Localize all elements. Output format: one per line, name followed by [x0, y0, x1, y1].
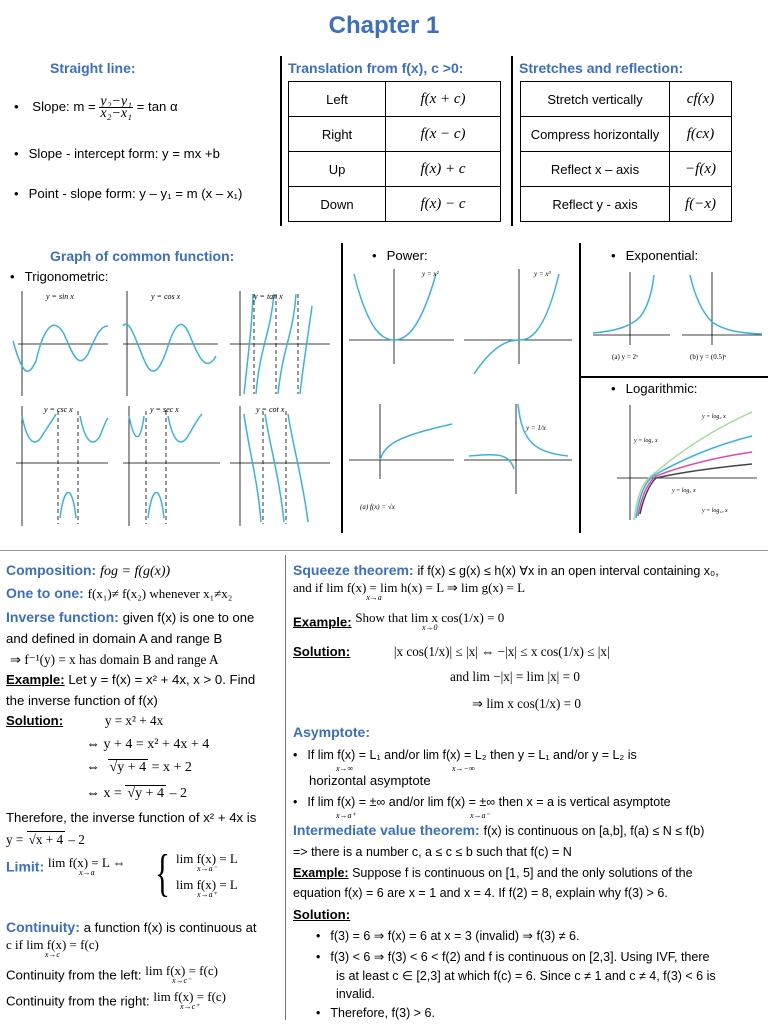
stretches-heading: Stretches and reflection:: [519, 60, 684, 76]
limit-text: c if lim f(x) = f(c): [6, 937, 99, 952]
radicand-text: y + 4: [135, 786, 164, 801]
limit-expression: [153, 989, 227, 1012]
ivt-text: f(x) is continuous on [a,b], f(a) ≤ N ≤ f(b): [483, 824, 705, 838]
limit-subscript: x→a⁺: [336, 811, 356, 820]
table-cell: f(x + c): [386, 82, 501, 117]
solution-step: [86, 786, 187, 802]
limit-subscript: x→c⁺: [180, 1002, 200, 1011]
continuity-definition: [6, 937, 99, 960]
limit-subscript: x→a: [79, 868, 95, 877]
table-cell: Left: [289, 82, 386, 117]
one-to-one-line: [6, 585, 232, 602]
continuity-line: [6, 919, 256, 935]
continuity-label: Continuity from the right:: [6, 993, 150, 1009]
limit-subscript: x→a⁻: [470, 811, 490, 820]
continuity-heading: Continuity:: [6, 919, 80, 935]
ivt-line: [293, 822, 704, 838]
stretches-table: [520, 81, 732, 222]
limit-subscript: x→c⁻: [171, 976, 192, 985]
limit-text: lim f(x) = f(c): [145, 963, 218, 978]
divider: [511, 56, 513, 226]
inverse-example: [6, 672, 255, 687]
trig-caption: y = sec x: [150, 405, 179, 414]
limit-subscript: x→a⁻: [197, 864, 217, 873]
section-divider: [0, 550, 768, 551]
divider: [579, 243, 581, 533]
slope-formula: [14, 96, 178, 119]
exponential-graphs: [590, 267, 765, 367]
solution-step: [86, 760, 192, 776]
inverse-line: [6, 609, 254, 625]
table-cell: Reflect y - axis: [521, 187, 670, 222]
trig-caption: y = cos x: [151, 292, 181, 301]
asymptote-heading: Asymptote:: [293, 724, 371, 740]
divider: [580, 376, 768, 378]
table-row: [289, 187, 501, 222]
squeeze-heading: Squeeze theorem:: [293, 562, 414, 578]
table-cell: f(x − c): [386, 117, 501, 152]
ivt-bullet: • f(3) = 6 ⇒ f(x) = 6 at x = 3 (invalid) ⇒ f(3) ≠ 6.: [316, 928, 579, 943]
radicand-text: y + 4: [117, 760, 147, 775]
exponential-label: • Exponential:: [611, 248, 698, 263]
power-graphs: [344, 264, 578, 514]
squeeze-example: [293, 610, 505, 633]
example-text: Let y = f(x) = x² + 4x, x > 0. Find: [68, 672, 256, 687]
divider: [280, 56, 282, 226]
limit-expression: [293, 580, 526, 603]
ivt-example: [293, 866, 693, 880]
example-text: Suppose f is continuous on [1, 5] and the only solutions of the: [352, 866, 693, 880]
right-limit: [176, 877, 238, 900]
limit-subscript: x→a⁺: [197, 890, 217, 899]
continuity-text: a function f(x) is continuous at: [83, 920, 257, 935]
table-cell: f(x) − c: [386, 187, 501, 222]
limit-subscript: x→∞: [336, 764, 354, 773]
radicand-text: x + 4: [35, 832, 64, 847]
divider: [341, 243, 343, 533]
limit-subscript: x→c: [44, 950, 60, 959]
limit-subscript: x→−∞: [452, 764, 475, 773]
limit-text: lim f(x) = f(c): [153, 989, 227, 1004]
slope-numerator: y₂−y₁: [100, 94, 132, 109]
table-cell: f(cx): [670, 117, 732, 152]
point-slope-form: • Point - slope form: y – y₁ = m (x – x₁): [14, 186, 242, 201]
ivt-bullet-cont: invalid.: [336, 987, 375, 1001]
solution-symbol: ⇔ x =: [86, 786, 122, 801]
example-label: Example:: [293, 866, 349, 880]
logarithmic-graphs: [612, 400, 762, 525]
left-limit: [176, 851, 238, 874]
table-row: [521, 117, 732, 152]
limit-subscript: x→a: [366, 593, 382, 602]
solution-step: ⇒ lim x cos(1/x) = 0: [472, 696, 581, 711]
limit-expression: [355, 610, 505, 633]
table-cell: f(−x): [670, 187, 732, 222]
solution-symbol: ⇔: [86, 760, 100, 775]
inverse-text-2: and defined in domain A and range B: [6, 631, 223, 646]
table-cell: Right: [289, 117, 386, 152]
log-caption: y = log₁₀ x: [702, 508, 728, 514]
limit-expression: [145, 963, 218, 986]
solution-step: and lim −|x| = lim |x| = 0: [450, 669, 580, 684]
table-row: [521, 82, 732, 117]
table-row: [289, 117, 501, 152]
inverse-text: given f(x) is one to one: [122, 610, 255, 625]
table-cell: Down: [289, 187, 386, 222]
log-caption: y = log₅ x: [672, 488, 696, 494]
solution-step: |x cos(1/x)| ≤ |x| ⇔ −|x| ≤ x cos(1/x) ≤ |x|: [393, 644, 610, 659]
inverse-heading: Inverse function:: [6, 609, 119, 625]
brace: {: [154, 845, 170, 902]
therefore-text: Therefore, the inverse function of x² + 4x is: [6, 810, 257, 825]
solution-rhs: – 2: [169, 786, 187, 801]
power-label: • Power:: [372, 248, 428, 263]
formula-rhs: – 2: [68, 832, 85, 847]
table-cell: Reflect x – axis: [521, 152, 670, 187]
composition-line: [6, 562, 170, 580]
sqrt-radicand: √x + 4: [28, 832, 64, 847]
limit-expression: [176, 877, 238, 900]
table-row: [289, 152, 501, 187]
ivt-bullet-cont: is at least c ∈ [2,3] at which f(c) = 6. Since c ≠ 1 and c ≠ 4, f(3) < 6 is: [336, 969, 716, 983]
limit-text: lim f(x) = L: [176, 851, 238, 866]
sqrt-radicand: √y + 4: [127, 786, 164, 801]
limit-line: [6, 855, 126, 878]
squeeze-text: if f(x) ≤ g(x) ≤ h(x) ∀x in an open interval containing x₀,: [417, 564, 719, 578]
solution-rhs: = x + 2: [151, 760, 192, 775]
slope-fraction: [99, 96, 133, 119]
power-caption: y = x³: [534, 270, 551, 278]
power-caption: y = 1/x: [526, 424, 546, 432]
composition-formula: fog = f(g(x)): [100, 564, 171, 579]
table-cell: f(x) + c: [386, 152, 501, 187]
slope-tail: = tan α: [136, 98, 178, 114]
example-label: Example:: [293, 614, 352, 630]
ivt-bullet: • Therefore, f(3) > 6.: [316, 1006, 435, 1020]
limit-expression: [176, 851, 238, 874]
asymptote-horizontal-2: horizontal asymptote: [309, 773, 431, 788]
limit-text: lim f(x) = L: [176, 877, 238, 892]
continuity-right: [6, 989, 227, 1012]
logarithmic-label: • Logarithmic:: [611, 381, 697, 396]
translation-table: [288, 81, 501, 222]
solution-step: y = x² + 4x: [104, 713, 164, 728]
limit-heading: Limit:: [6, 858, 45, 875]
divider: [285, 555, 286, 1020]
table-cell: cf(x): [670, 82, 732, 117]
trig-caption: y = sin x: [46, 292, 74, 301]
table-cell: Stretch vertically: [521, 82, 670, 117]
solution-label: Solution:: [6, 713, 64, 728]
asymptote-vertical: • If lim f(x) = ±∞ and/or lim f(x) = ±∞ then x = a is vertical asymptote: [293, 795, 671, 809]
table-cell: −f(x): [670, 152, 732, 187]
formula-lhs: y =: [6, 832, 24, 847]
inverse-example-2: the inverse function of f(x): [6, 693, 158, 708]
page-title: Chapter 1: [328, 12, 440, 39]
ivt-bullet: • f(3) < 6 ⇒ f(3) < 6 < f(2) and f is continuous on [2,3]. Using IVF, there: [316, 949, 709, 964]
translation-heading: Translation from f(x), c >0:: [288, 60, 464, 76]
ivt-example-2: equation f(x) = 6 are x = 1 and x = 4. If f(2) = 8, explain why f(3) > 6.: [293, 886, 668, 900]
limit-main: lim f(x) = L ⇔: [48, 855, 126, 870]
power-caption: y = x²: [422, 270, 439, 278]
example-label: Example:: [6, 672, 65, 687]
composition-heading: Composition:: [6, 562, 97, 578]
sqrt-radicand: √y + 4: [109, 760, 147, 775]
table-cell: Compress horizontally: [521, 117, 670, 152]
straight-line-heading: Straight line:: [50, 60, 136, 76]
table-row: [521, 152, 732, 187]
limit-expression: [6, 937, 99, 960]
solution-label: Solution:: [293, 644, 351, 659]
limit-subscript: x→0: [421, 623, 438, 632]
limit-expression: [48, 855, 126, 878]
continuity-label: Continuity from the left:: [6, 967, 142, 983]
table-row: [289, 82, 501, 117]
trig-caption: y = csc x: [44, 405, 73, 414]
log-caption: y = log₃ x: [634, 438, 658, 444]
inverse-text-3: ⇒ f⁻¹(y) = x has domain B and range A: [10, 652, 219, 667]
graphs-heading: Graph of common function:: [50, 248, 235, 264]
squeeze-solution: [293, 644, 610, 660]
solution-label: Solution:: [293, 907, 351, 922]
slope-intercept-form: • Slope - intercept form: y = mx +b: [14, 146, 220, 161]
limit-text: Show that lim x cos(1/x) = 0: [355, 610, 505, 625]
ivt-heading: Intermediate value theorem:: [293, 822, 480, 838]
solution-step: ⇔ y + 4 = x² + 4x + 4: [86, 737, 210, 752]
limit-text: and if lim f(x) = lim h(x) = L ⇒ lim g(x) = L: [293, 580, 526, 595]
trig-caption: y = tan x: [254, 292, 283, 301]
therefore-formula: [6, 832, 85, 848]
squeeze-condition: [293, 580, 526, 603]
asymptote-horizontal: • If lim f(x) = L₁ and/or lim f(x) = L₂ then y = L₁ and/or y = L₂ is: [293, 748, 637, 762]
log-caption: y = log₂ x: [702, 414, 726, 420]
ivt-text-2: => there is a number c, a ≤ c ≤ b such that f(c) = N: [293, 845, 572, 859]
trig-label: • Trigonometric:: [10, 269, 108, 284]
table-row: [521, 187, 732, 222]
inverse-solution: [6, 713, 163, 729]
exp-caption: (a) y = 2ˣ: [612, 353, 638, 361]
continuity-left: [6, 963, 218, 986]
one-to-one-text: f(x₁)≠ f(x₂) whenever x₁≠x₂: [87, 586, 233, 601]
trig-caption: y = cot x: [256, 405, 285, 414]
squeeze-line: [293, 562, 719, 578]
trig-graphs: [8, 286, 338, 531]
ivt-solution-label: [293, 907, 350, 922]
table-cell: Up: [289, 152, 386, 187]
one-to-one-heading: One to one:: [6, 585, 84, 601]
exp-caption: (b) y = (0.5)ˣ: [690, 353, 727, 361]
slope-label: Slope: m =: [32, 98, 96, 114]
power-caption: (a) f(x) = √x: [360, 503, 395, 511]
slope-denominator: x₂−x₁: [100, 106, 132, 121]
